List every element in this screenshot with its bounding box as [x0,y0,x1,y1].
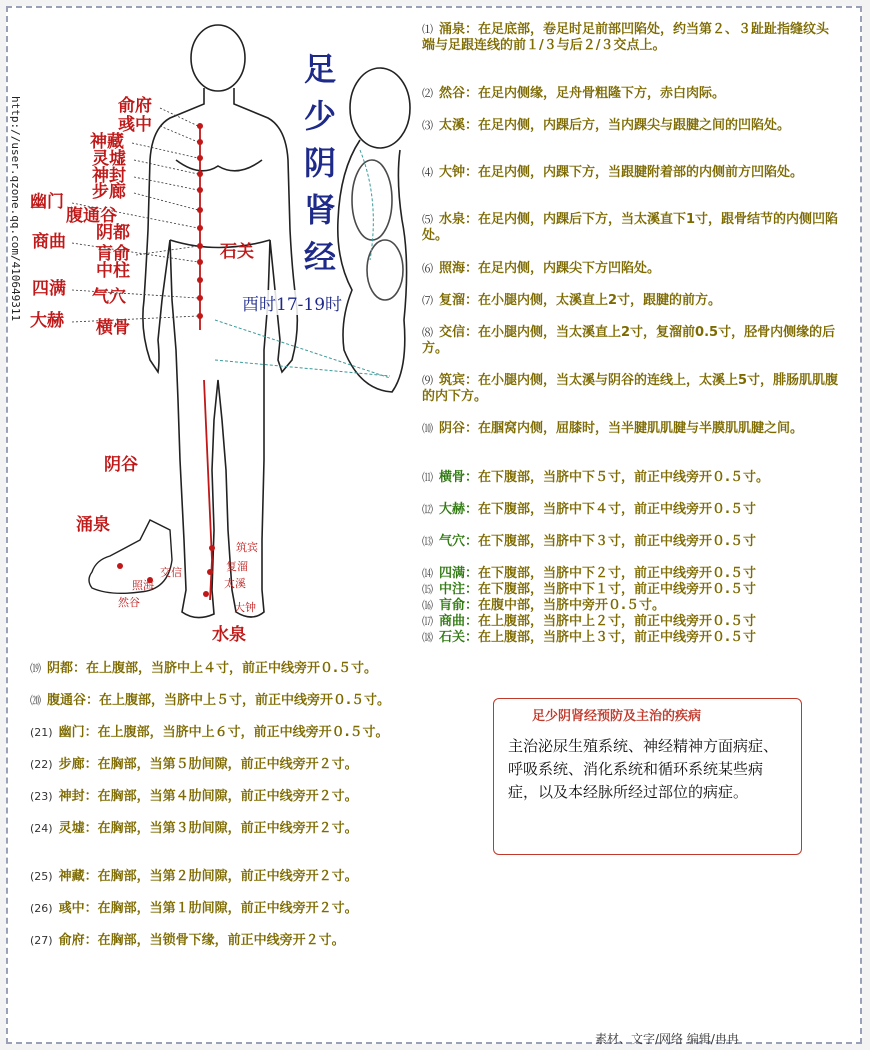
acupoint-item [422,534,842,550]
item-text: 在下腹部，当脐中下２寸，前正中线旁开０.５寸 [478,566,756,581]
acupoint-item [422,22,842,54]
acupoint-item [30,693,490,709]
item-text: 在小腿内侧，太溪直上2寸，跟腱的前方。 [478,293,722,308]
side-figure [338,68,410,392]
acupoint-item [422,614,842,630]
item-name: 筑宾： [439,373,479,388]
acupoint-item [422,212,842,244]
point-label: 大赫 [30,311,64,331]
point-label: 太溪 [224,577,246,590]
item-name: 步廊： [58,757,98,772]
item-number: (23) [30,790,53,803]
point-label: 筑宾 [236,541,258,554]
item-number: (21) [30,726,53,739]
acupoint-item [422,373,842,405]
acupoint-item [422,502,842,518]
acupoint-item [422,598,842,614]
item-name: 阴都： [47,661,87,676]
item-number: (25) [30,870,53,883]
item-text: 在足内侧，内踝后下方，当太溪直下1寸，跟骨结节的内侧凹陷处。 [422,212,839,243]
point-label: 石关 [220,242,254,262]
item-number: ⑺ [422,294,433,307]
item-name: 大钟： [439,165,479,180]
point-label: 水泉 [212,625,246,645]
item-name: 大赫： [439,502,479,517]
acupoint-item [422,582,842,598]
item-number: (24) [30,822,53,835]
acupoint-item [422,261,842,277]
item-text: 在胸部，当第４肋间隙，前正中线旁开２寸。 [97,789,358,804]
item-text: 在上腹部，当脐中上４寸，前正中线旁开０.５寸。 [86,661,377,676]
item-name: 复溜： [439,293,479,308]
item-name: 涌泉： [439,22,479,37]
point-label: 商曲 [32,232,66,252]
time-label: 酉时17-19时 [240,290,344,315]
meridian-title: 足少阴肾经 [303,50,336,276]
item-name: 照海： [439,261,479,276]
item-name: 交信： [439,325,479,340]
acupoint-item [30,757,490,773]
acupoint-item [422,293,842,309]
item-text: 在足内侧，内踝尖下方凹陷处。 [478,261,661,276]
item-name: 四满： [439,566,479,581]
item-number: (26) [30,902,53,915]
item-number: ⒀ [422,535,433,548]
point-label: 复溜 [226,560,248,573]
item-number: ⑹ [422,262,433,275]
point-label: 俞府 [118,96,152,116]
point-label: 腹通谷 [66,206,117,226]
item-name: 肓俞： [439,598,479,613]
item-number: (27) [30,934,53,947]
point-label: 神藏 [90,132,124,152]
acupoint-item [30,789,490,805]
item-text: 在上腹部，当脐中上３寸，前正中线旁开０.５寸 [478,630,756,645]
item-text: 在胸部，当第１肋间隙，前正中线旁开２寸。 [97,901,358,916]
item-name: 太溪： [439,118,479,133]
point-label: 交信 [160,566,182,579]
item-number: ⑸ [422,213,433,226]
item-text: 在胸部，当第３肋间隙，前正中线旁开２寸。 [97,821,358,836]
item-number: ⑴ [422,23,433,36]
item-name: 灵墟： [58,821,98,836]
point-label: 然谷 [118,596,140,609]
item-text: 在腹中部，当脐中旁开０.５寸。 [478,598,665,613]
item-text: 在胸部，当第２肋间隙，前正中线旁开２寸。 [97,869,358,884]
item-number: ⑿ [422,503,433,516]
point-label: 彧中 [118,115,152,135]
item-text: 在下腹部，当脐中下３寸，前正中线旁开０.５寸 [478,534,756,549]
acupoint-item [422,630,842,646]
disease-box-title: 足少阴肾经预防及主治的疾病 [532,709,702,724]
acupoint-item [422,165,842,181]
item-text: 在上腹部，当脐中上２寸，前正中线旁开０.５寸 [478,614,756,629]
item-name: 彧中： [58,901,98,916]
point-label: 阴都 [96,223,130,243]
item-text: 在上腹部，当脐中上６寸，前正中线旁开０.５寸。 [97,725,389,740]
acupoint-item [422,325,842,357]
item-number: ⑾ [422,471,433,484]
item-number: ⒄ [422,615,433,628]
item-name: 神封： [58,789,98,804]
item-number: ⑼ [422,374,433,387]
item-text: 在下腹部，当脐中下１寸，前正中线旁开０.５寸 [478,582,756,597]
point-label: 中柱 [96,261,130,281]
body-figure-illustration [0,0,430,660]
item-number: ⑵ [422,87,433,100]
item-text: 在足内侧缘，足舟骨粗隆下方，赤白肉际。 [478,86,726,101]
item-text: 在小腿内侧，当太溪与阴谷的连线上，太溪上5寸，腓肠肌肌腹的内下方。 [422,373,839,404]
item-number: ⒃ [422,599,433,612]
item-name: 石关： [439,630,479,645]
item-text: 在足底部，卷足时足前部凹陷处，约当第２、３趾趾指缝纹头端与足跟连线的前１/３与后２/３交点上。 [422,22,830,53]
item-text: 在胸部，当锁骨下缘，前正中线旁开２寸。 [97,933,345,948]
item-name: 商曲： [439,614,479,629]
item-number: ⒆ [30,662,41,675]
point-label: 照海 [132,579,154,592]
item-number: ⒂ [422,583,433,596]
item-number: (22) [30,758,53,771]
acupoint-item [422,566,842,582]
item-name: 横骨： [439,470,479,485]
point-label: 阴谷 [104,455,138,475]
acupoint-item [422,86,842,102]
point-label: 涌泉 [76,515,110,535]
point-label: 神封 [92,166,126,186]
acupoint-item [30,725,490,741]
side-url: http://user.qzone.qq.com/410649311 [9,96,22,322]
item-text: 在腘窝内侧，屈膝时，当半腱肌肌腱与半膜肌肌腱之间。 [478,421,804,436]
item-text: 在胸部，当第５肋间隙，前正中线旁开２寸。 [97,757,358,772]
item-number: ⒇ [30,694,41,707]
item-number: ⑷ [422,166,433,179]
acupoint-item [30,821,490,837]
item-name: 水泉： [439,212,479,227]
item-name: 气穴： [439,534,479,549]
point-label: 灵墟 [92,149,126,169]
item-name: 俞府： [58,933,98,948]
item-number: ⑽ [422,422,433,435]
item-name: 中注： [439,582,479,597]
item-text: 在上腹部，当脐中上５寸，前正中线旁开０.５寸。 [99,693,390,708]
point-label: 气穴 [92,287,126,307]
item-number: ⒁ [422,567,433,580]
item-text: 在足内侧，内踝后方，当内踝尖与跟腱之间的凹陷处。 [478,118,791,133]
point-label: 四满 [32,279,66,299]
disease-box [493,698,802,855]
item-text: 在下腹部，当脐中下４寸，前正中线旁开０.５寸 [478,502,756,517]
disease-box-body: 主治泌尿生殖系统、神经精神方面病症、呼吸系统、消化系统和循环系统某些病症，以及本经脉所经过部位的病症。 [508,737,779,801]
item-text: 在足内侧，内踝下方，当跟腱附着部的内侧前方凹陷处。 [478,165,804,180]
item-name: 幽门： [58,725,98,740]
point-label: 横骨 [96,318,130,338]
item-number: ⑻ [422,326,433,339]
acupoint-item [30,661,490,677]
item-text: 在小腿内侧，当太溪直上2寸，复溜前0.5寸，胫骨内侧缘的后方。 [422,325,836,356]
acupoint-item [422,118,842,134]
acupoint-item [30,869,490,885]
item-number: ⒅ [422,631,433,644]
acupoint-item [30,901,490,917]
point-label: 步廊 [92,182,126,202]
acupoint-item [422,470,842,486]
point-label: 幽门 [30,192,64,212]
item-number: ⑶ [422,119,433,132]
point-label: 大钟 [234,601,256,614]
acupoint-item [422,421,842,437]
meridian-line [200,126,212,600]
item-name: 阴谷： [439,421,479,436]
point-label: 肓俞 [96,244,130,264]
item-name: 然谷： [439,86,479,101]
item-name: 神藏： [58,869,98,884]
item-text: 在下腹部，当脐中下５寸，前正中线旁开０.５寸。 [478,470,769,485]
item-name: 腹通谷： [47,693,100,708]
footer-credit: 素材、文字/网络 编辑/冉冉 [595,1032,739,1046]
acupoint-item [30,933,490,949]
